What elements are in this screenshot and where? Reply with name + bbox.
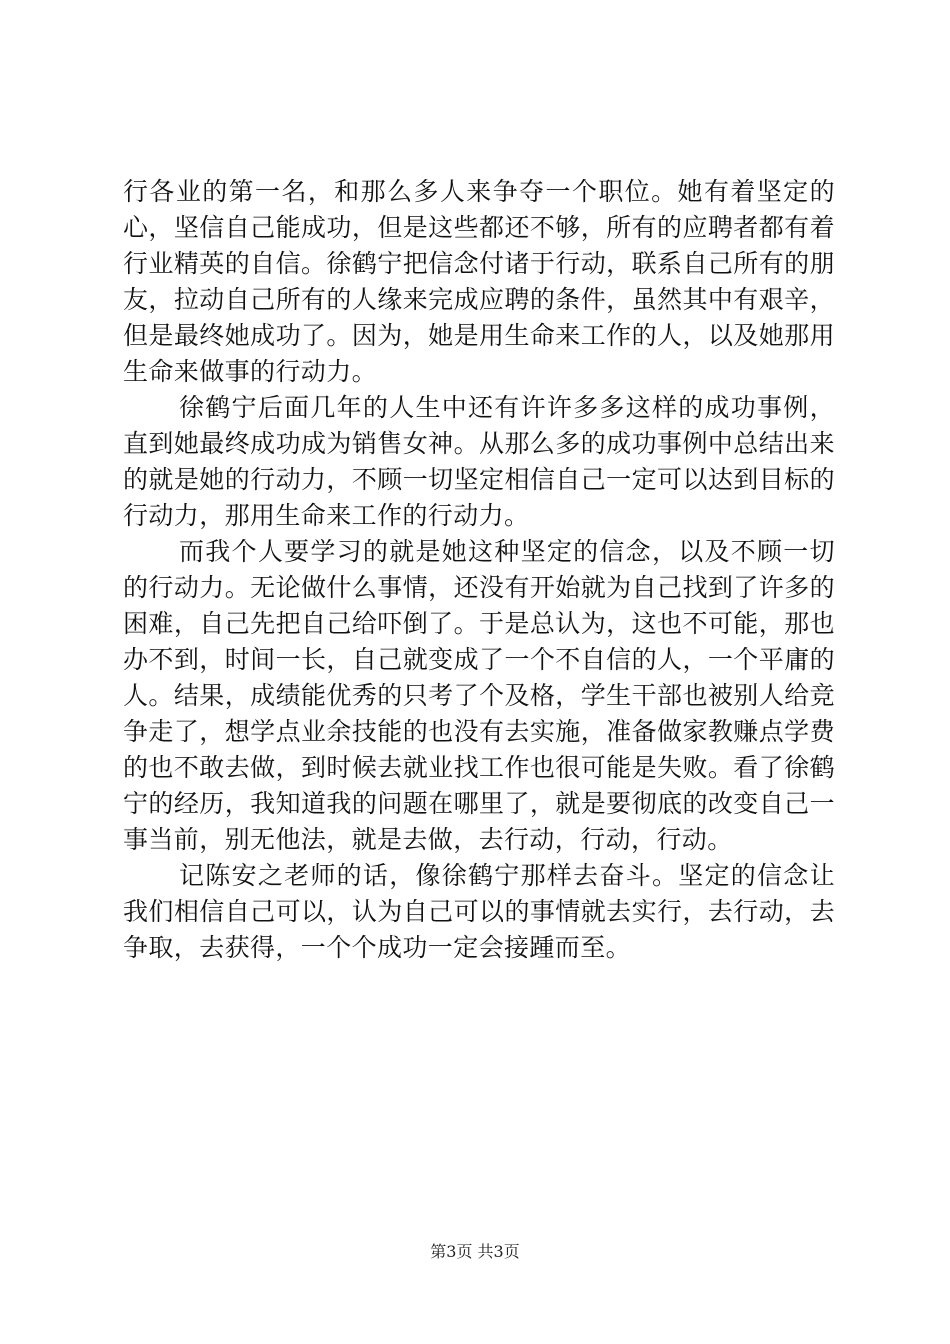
paragraph-conclusion: 记陈安之老师的话，像徐鹤宁那样去奋斗。坚定的信念让我们相信自己可以，认为自己可以的事情就去实行，去行动，去争取，去获得，一个个成功一定会接踵而至。	[123, 861, 835, 962]
paragraph-success-examples: 徐鹤宁后面几年的人生中还有许许多多这样的成功事例，直到她最终成功成为销售女神。从那么多的成功事例中总结出来的就是她的行动力，不顾一切坚定相信自己一定可以达到目标的行动力，那用生命来工作的行动力。	[123, 393, 835, 530]
page-number-footer: 第3页 共3页	[430, 1242, 520, 1261]
paragraph-continuation: 行各业的第一名，和那么多人来争夺一个职位。她有着坚定的心，坚信自己能成功，但是这些都还不够，所有的应聘者都有着行业精英的自信。徐鹤宁把信念付诸于行动，联系自己所有的朋友，拉动自己所有的人缘来完成应聘的条件，虽然其中有艰辛，但是最终她成功了。因为，她是用生命来工作的人，以及她那用生命来做事的行动力。	[123, 177, 835, 386]
paragraph-personal-lesson: 而我个人要学习的就是她这种坚定的信念，以及不顾一切的行动力。无论做什么事情，还没有开始就为自己找到了许多的困难，自己先把自己给吓倒了。于是总认为，这也不可能，那也办不到，时间一长，自己就变成了一个不自信的人，一个平庸的人。结果，成绩能优秀的只考了个及格，学生干部也被别人给竞争走了，想学点业余技能的也没有去实施，准备做家教赚点学费的也不敢去做，到时候去就业找工作也很可能是失败。看了徐鹤宁的经历，我知道我的问题在哪里了，就是要彻底的改变自己一事当前，别无他法，就是去做，去行动，行动，行动。	[123, 537, 835, 854]
document-body	[123, 174, 835, 966]
